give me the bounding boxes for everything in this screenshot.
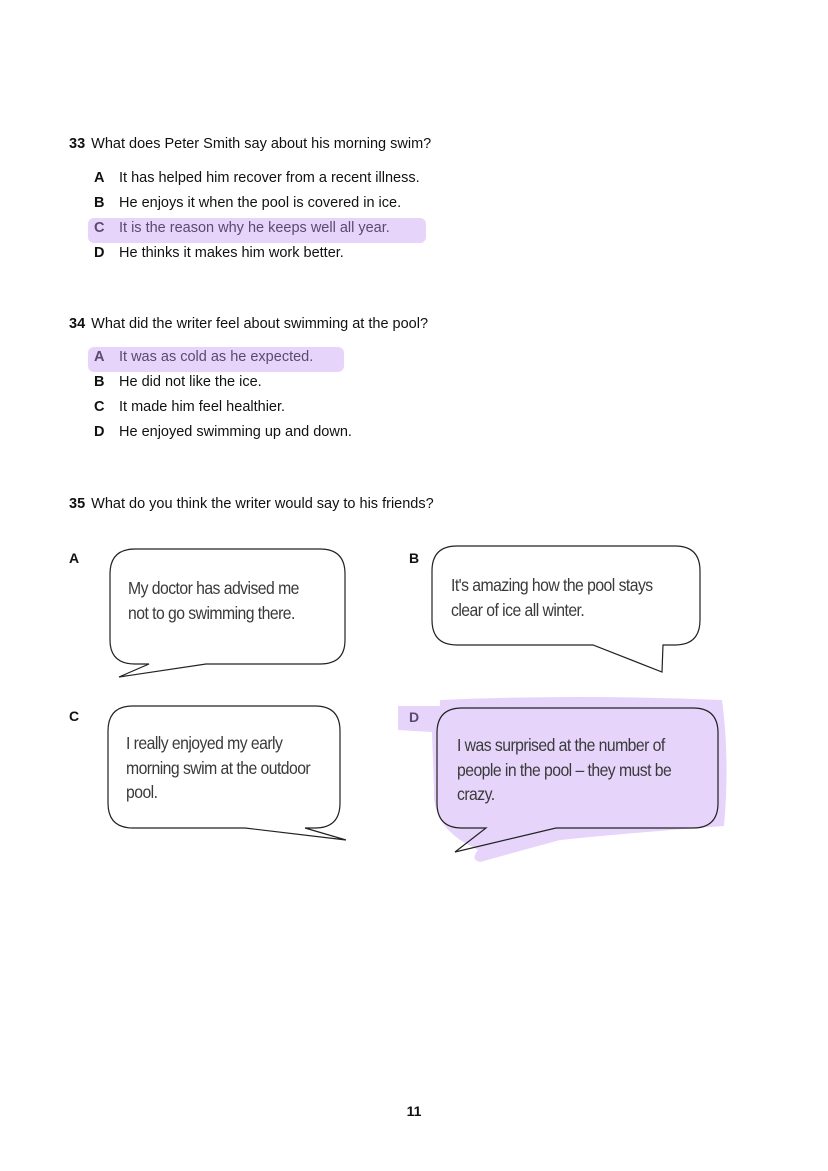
option-33-a[interactable]: A It has helped him recover from a recent illness. — [94, 170, 420, 186]
speech-bubble-a[interactable]: My doctor has advised me not to go swimming there. — [128, 578, 299, 623]
page-number: 11 — [406, 1103, 422, 1119]
bubble-label-c: C — [69, 708, 80, 724]
question-34: 34 What did the writer feel about swimming at the pool? — [69, 316, 429, 332]
option-34-d[interactable]: D He enjoyed swimming up and down. — [94, 424, 352, 440]
bubble-label-a: A — [69, 550, 80, 566]
speech-bubble-c[interactable]: I really enjoyed my early morning swim at the outdoor pool. — [126, 733, 311, 802]
bubble-label-b: B — [409, 550, 420, 566]
question-33: 33 What does Peter Smith say about his morning swim? — [69, 136, 432, 152]
option-33-c[interactable]: C It is the reason why he keeps well all year. — [94, 220, 390, 236]
speech-bubble-b[interactable]: It's amazing how the pool stays clear of ice all winter. — [451, 575, 653, 620]
speech-bubble-d[interactable]: I was surprised at the number of people in the pool – they must be crazy. — [457, 735, 672, 804]
option-33-d[interactable]: D He thinks it makes him work better. — [94, 245, 344, 261]
option-34-c[interactable]: C It made him feel healthier. — [94, 399, 286, 415]
option-33-b[interactable]: B He enjoys it when the pool is covered in ice. — [94, 195, 402, 211]
option-34-a[interactable]: A It was as cold as he expected. — [94, 349, 314, 365]
option-34-b[interactable]: B He did not like the ice. — [94, 374, 262, 390]
question-35: 35 What do you think the writer would say to his friends? — [69, 496, 434, 512]
bubble-label-d: D — [409, 709, 420, 725]
